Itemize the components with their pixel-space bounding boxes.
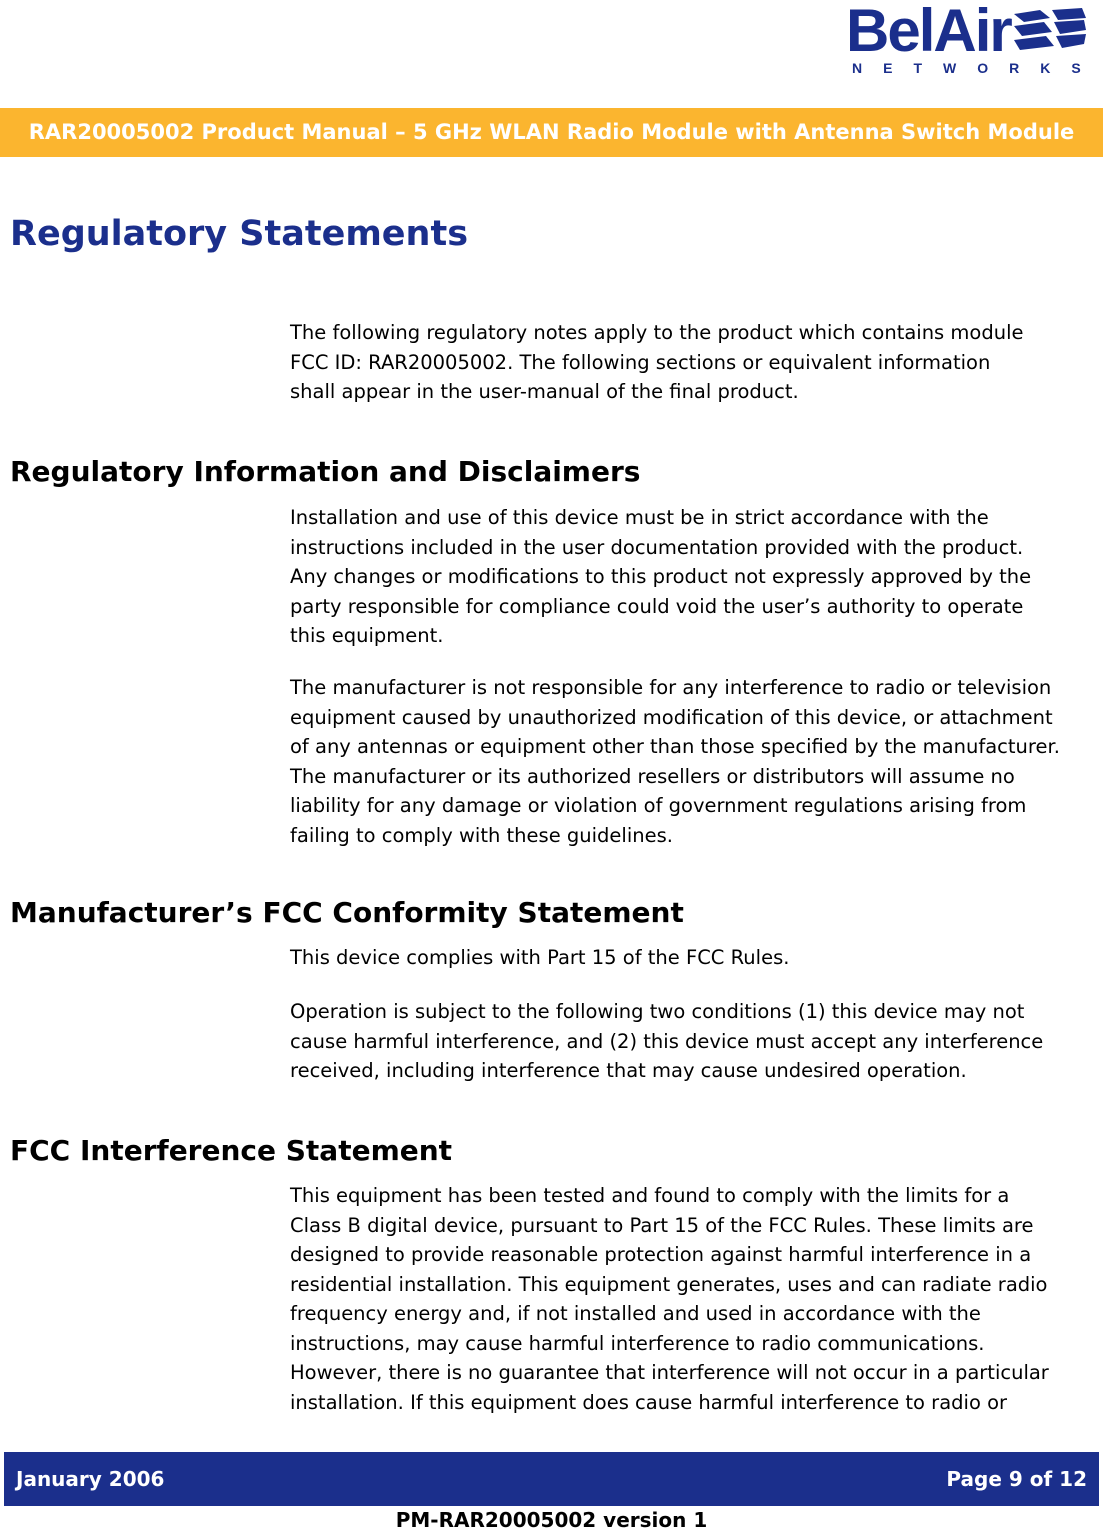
footer-date: January 2006 (16, 1467, 165, 1491)
page-title: Regulatory Statements (10, 214, 469, 254)
conformity-paragraph-1: This device complies with Part 15 of the FCC Rules. (290, 946, 790, 969)
footer-page-number: Page 9 of 12 (946, 1467, 1087, 1491)
footer-document-id: PM-RAR20005002 version 1 (395, 1508, 708, 1532)
logo-wordmark: BelAir (846, 0, 1011, 64)
intro-paragraph: The following regulatory notes apply to the product which contains module FCC ID: RAR20005002. The following sections or equivalent information shall appear in the user-manual of the final product. (290, 321, 1024, 403)
header-band (0, 108, 1103, 157)
footer-band (4, 1452, 1099, 1506)
interference-paragraph-1: This equipment has been tested and found to comply with the limits for a Class B digital device, pursuant to Part 15 of the FCC Rules. These limits are designed to provide reasonable protection against harmful interference in a residential installation. This equipment generates, uses and can radiate radio frequency energy and, if not installed and used in accordance with the instructions, may cause harmful interference to radio communications. However, there is no guarantee that interference will not occur in a particular installation. If this equipment does cause harmful interference to radio or (290, 1184, 1049, 1414)
section-heading-disclaimers: Regulatory Information and Disclaimers (10, 455, 641, 488)
logo-subtitle: NETWORKS (852, 60, 1102, 76)
header-title: RAR20005002 Product Manual – 5 GHz WLAN Radio Module with Antenna Switch Module (28, 120, 1075, 144)
section-heading-conformity: Manufacturer’s FCC Conformity Statement (10, 896, 684, 929)
conformity-paragraph-2: Operation is subject to the following two conditions (1) this device may not cause harmful interference, and (2) this device must accept any interference received, including interference that may cause undesired operation. (290, 1000, 1044, 1082)
disclaimers-paragraph-2: The manufacturer is not responsible for any interference to radio or television equipment caused by unauthorized modification of this device, or attachment of any antennas or equipment other than those specified by the manufacturer. The manufacturer or its authorized resellers or distributors will assume no liability for any damage or violation of government regulations arising from failing to comply with these guidelines. (290, 676, 1060, 847)
section-heading-interference: FCC Interference Statement (10, 1134, 453, 1167)
logo-wave-icon (1010, 8, 1088, 58)
belair-logo (846, 0, 1102, 78)
disclaimers-paragraph-1: Installation and use of this device must be in strict accordance with the instructions included in the user documentation provided with the product. Any changes or modifications to this product not expressly approved by the party responsible for compliance could void the user’s authority to operate this equipment. (290, 506, 1032, 647)
